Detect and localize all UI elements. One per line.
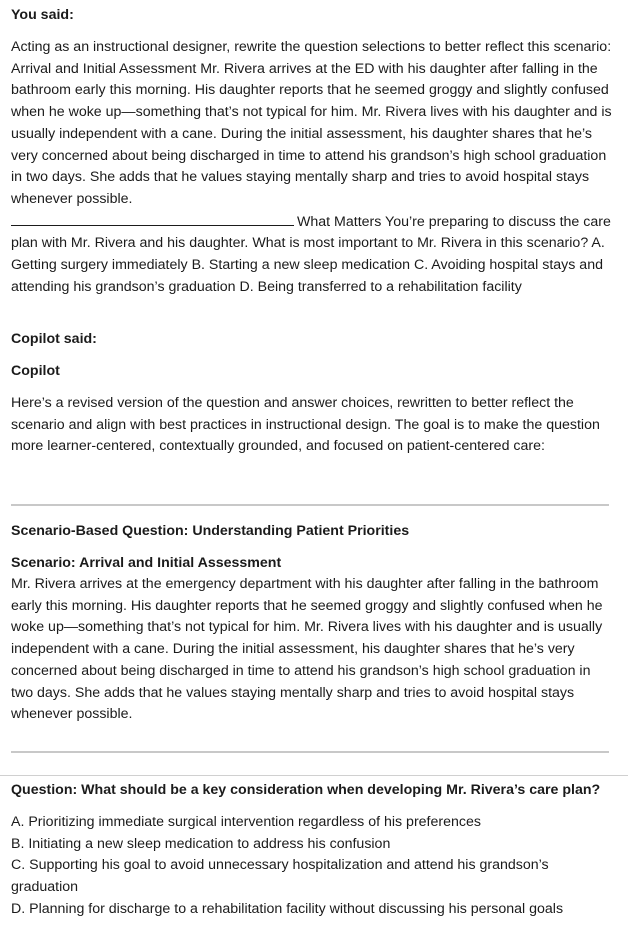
scenario-heading: Scenario: Arrival and Initial Assessment bbox=[11, 555, 282, 571]
answer-option-d: D. Planning for discharge to a rehabilitation facility without discussing his personal goals bbox=[11, 900, 564, 917]
assistant-speaker-label: Copilot said: bbox=[11, 331, 97, 347]
message-divider bbox=[0, 775, 628, 776]
question-text: Question: What should be a key consideration when developing Mr. Rivera’s care plan? bbox=[11, 782, 601, 798]
answer-option-b: B. Initiating a new sleep medication to address his confusion bbox=[11, 835, 391, 852]
user-prompt-question-line bbox=[11, 211, 616, 299]
section-title: Scenario-Based Question: Understanding Patient Priorities bbox=[11, 523, 410, 539]
answer-option-a: A. Prioritizing immediate surgical intervention regardless of his preferences bbox=[11, 814, 481, 830]
scenario-text: Mr. Rivera arrives at the emergency department with his daughter after falling in the bathroom early this morning. His daughter reports that he seemed groggy and slightly confused when he woke up—something that’s not typical for him. Mr. Rivera lives with his daughter and is usually independent with a cane. During the initial assessment, his daughter shares that he’s very concerned about being discharged in time to attend his grandson’s high school graduation in two days. She adds that he values staying mentally sharp and tries to avoid hospital stays whenever possible. bbox=[11, 576, 603, 723]
user-prompt-question: What Matters You’re preparing to discuss the care plan with Mr. Rivera and his daughter. What is most important to Mr. Rivera in this scenario? A. Getting surgery immediately B. Starting a new sleep medication C. Avoiding hospital stays and attending his grandson’s graduation D. Being transferred to a rehabilitation facility bbox=[11, 213, 611, 295]
assistant-intro: Here’s a revised version of the question and answer choices, rewritten to better reflect the scenario and align with best practices in instructional design. The goal is to make the question more learner-centered, contextually grounded, and focused on patient-centered care: bbox=[11, 395, 600, 455]
answer-options bbox=[11, 812, 616, 921]
blank-line-divider bbox=[11, 211, 294, 226]
user-message bbox=[11, 37, 616, 298]
user-prompt-intro: Acting as an instructional designer, rewrite the question selections to better reflect this scenario: Arrival and Initial Assessment Mr. Rivera arrives at the ED with his daughter after falling in the bathroom early this morning. His daughter reports that he seemed groggy and slightly confused when he woke up—something that’s not typical for him. Mr. Rivera lives with his daughter and is usually independent with a cane. During the initial assessment, his daughter shares that he’s very concerned about being discharged in time to attend his grandson’s high school graduation in two days. She adds that he values staying mentally sharp and tries to avoid hospital stays whenever possible. bbox=[11, 39, 612, 207]
section-divider bbox=[11, 751, 609, 753]
user-speaker-label: You said: bbox=[11, 7, 74, 23]
section-divider bbox=[11, 504, 609, 506]
answer-option-c: C. Supporting his goal to avoid unnecessary hospitalization and attend his grandson’s graduation bbox=[11, 857, 549, 896]
assistant-name: Copilot bbox=[11, 363, 60, 379]
